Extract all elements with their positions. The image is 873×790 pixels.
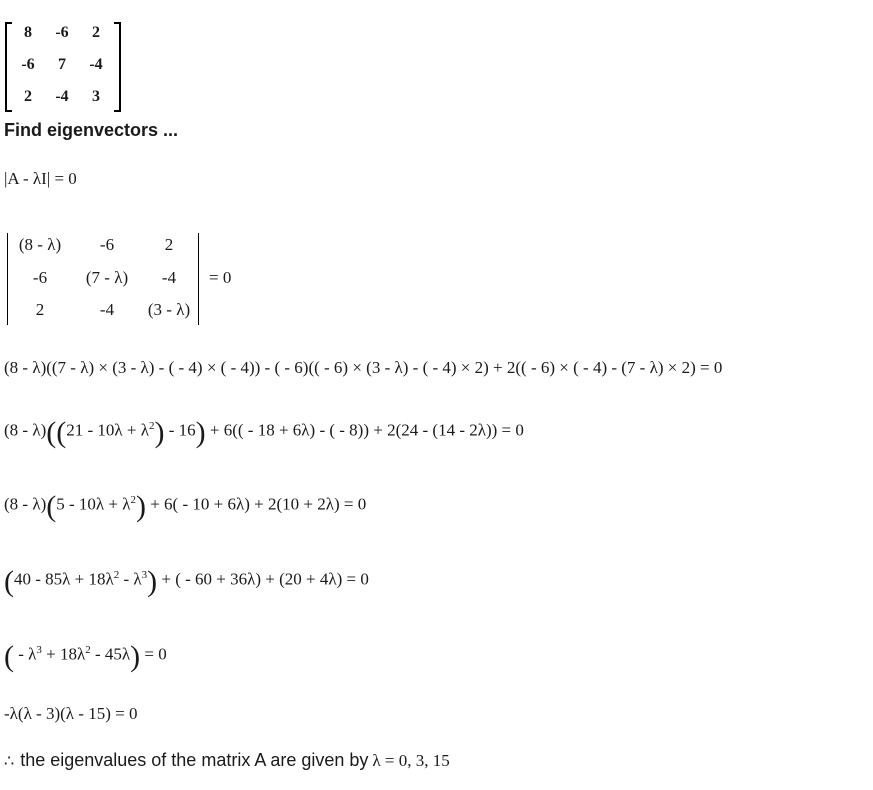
det-cell: (8 - λ) bbox=[18, 235, 62, 254]
large-paren: ) bbox=[130, 639, 141, 673]
large-paren: ( bbox=[46, 489, 57, 523]
matrix-a bbox=[5, 22, 121, 112]
exponent: 2 bbox=[113, 569, 120, 581]
large-paren: ( bbox=[4, 564, 14, 598]
large-paren: ) bbox=[147, 564, 158, 598]
large-paren: ( bbox=[4, 639, 14, 673]
eigenvalues: λ = 0, 3, 15 bbox=[372, 751, 450, 770]
det-cell: 2 bbox=[35, 300, 45, 319]
term: + 18λ bbox=[41, 644, 86, 664]
matrix-cell: 3 bbox=[92, 88, 100, 105]
therefore-icon: ∴ bbox=[4, 753, 15, 770]
determinant-rhs: = 0 bbox=[209, 268, 232, 287]
large-paren: ) bbox=[135, 489, 146, 523]
det-cell: -4 bbox=[161, 268, 177, 287]
matrix-cell: -6 bbox=[21, 56, 35, 73]
exponent: 2 bbox=[130, 494, 136, 506]
expansion-step-5 bbox=[4, 639, 167, 673]
matrix-cell: -4 bbox=[89, 56, 103, 73]
large-paren: ( bbox=[56, 415, 67, 449]
det-cell: 2 bbox=[164, 235, 174, 254]
conclusion bbox=[4, 750, 450, 771]
exponent: 2 bbox=[85, 644, 91, 656]
matrix-cell: -4 bbox=[55, 88, 69, 105]
term: 40 - 85λ + 18λ bbox=[14, 569, 114, 589]
det-cell: (7 - λ) bbox=[85, 268, 129, 287]
expansion-step-1: (8 - λ)((7 - λ) × (3 - λ) - ( - 4) × ( - 4)) - ( - 6)(( - 6) × (3 - λ) - ( - 4) × 2) + 2(( - 6) × ( - 4) - (7 - λ) × 2) = 0 bbox=[4, 358, 723, 377]
expansion-step-3 bbox=[4, 489, 367, 523]
left-bar bbox=[7, 233, 8, 325]
left-bracket bbox=[5, 22, 12, 112]
exponent: 3 bbox=[141, 569, 148, 581]
term: - λ bbox=[119, 569, 142, 589]
expansion-step-4 bbox=[4, 564, 369, 598]
term: + ( - 60 + 36λ) + (20 + 4λ) = 0 bbox=[161, 569, 369, 589]
term: (8 - λ) bbox=[4, 420, 47, 440]
term: - λ bbox=[14, 644, 37, 664]
det-cell: -4 bbox=[99, 300, 115, 319]
term: 21 - 10λ + λ bbox=[66, 420, 149, 440]
matrix-cell: -6 bbox=[55, 24, 69, 41]
matrix-cell: 2 bbox=[92, 24, 100, 41]
characteristic-equation: |A - λI| = 0 bbox=[4, 169, 77, 188]
term: (8 - λ) bbox=[4, 494, 47, 514]
right-bracket bbox=[114, 22, 121, 112]
matrix-cell: 2 bbox=[24, 88, 32, 105]
large-paren: ) bbox=[195, 415, 206, 449]
term: 5 - 10λ + λ bbox=[56, 494, 131, 514]
term: - 45λ bbox=[90, 644, 131, 664]
det-cell: -6 bbox=[32, 268, 48, 287]
term: + 6(( - 18 + 6λ) - ( - 8)) + 2(24 - (14 - 2λ)) = 0 bbox=[209, 420, 524, 440]
term: + 6( - 10 + 6λ) + 2(10 + 2λ) = 0 bbox=[150, 494, 367, 514]
expansion-step-2 bbox=[4, 415, 524, 449]
term: = 0 bbox=[144, 644, 167, 664]
conclusion-text: the eigenvalues of the matrix A are given by bbox=[20, 750, 369, 770]
exponent: 3 bbox=[36, 644, 42, 656]
exponent: 2 bbox=[148, 420, 155, 432]
matrix-cell: 7 bbox=[58, 56, 66, 73]
det-cell: (3 - λ) bbox=[147, 300, 191, 319]
factored-equation: -λ(λ - 3)(λ - 15) = 0 bbox=[4, 704, 138, 723]
term: - 16 bbox=[164, 420, 196, 440]
det-cell: -6 bbox=[99, 235, 115, 254]
large-paren: ) bbox=[154, 415, 165, 449]
determinant-matrix bbox=[5, 233, 201, 325]
section-heading: Find eigenvectors ... bbox=[4, 120, 179, 140]
large-paren: ( bbox=[46, 415, 57, 449]
matrix-cell: 8 bbox=[24, 24, 32, 41]
